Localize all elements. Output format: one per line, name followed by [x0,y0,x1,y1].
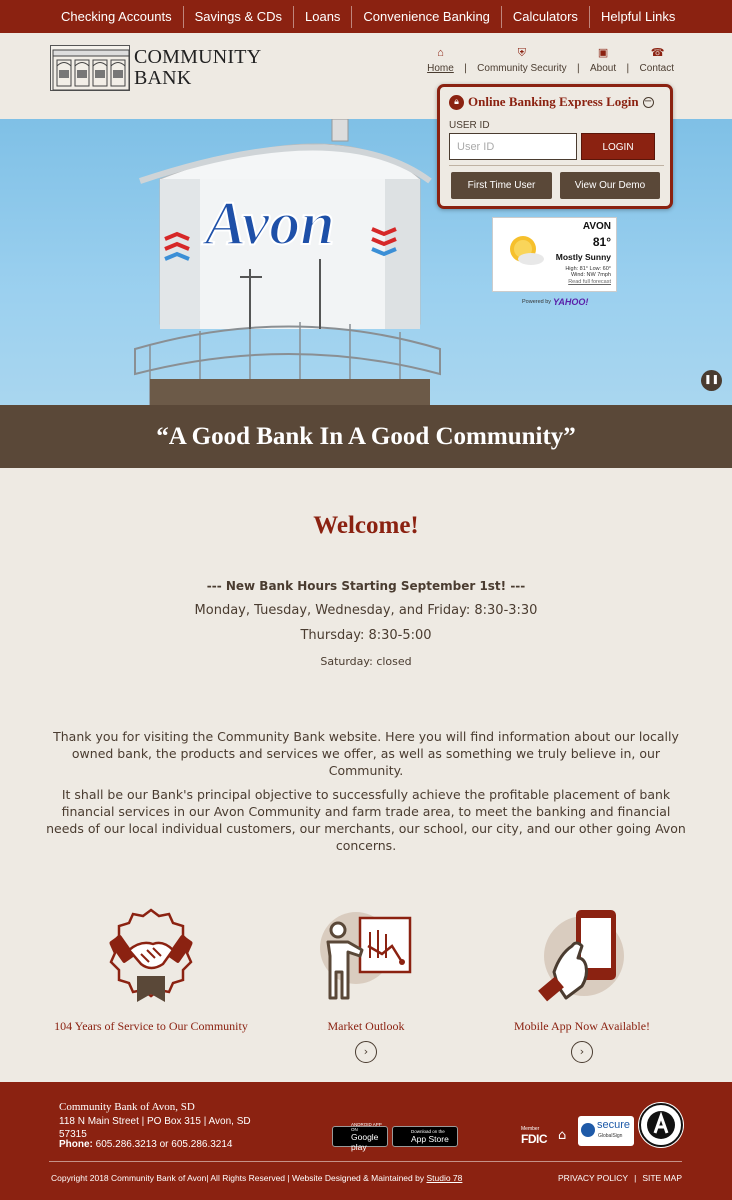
building-icon: ▣ [597,47,609,59]
nav-convenience-banking[interactable]: Convenience Banking [351,6,500,28]
copyright-text: Copyright 2018 Community Bank of Avon| All Rights Reserved | Website Designed & Maintained by [51,1173,427,1183]
phone-numbers: 605.286.3213 or 605.286.3214 [95,1139,233,1150]
partly-sunny-icon [505,232,545,266]
welcome-paragraph-2: It shall be our Bank's principal objective to successfully achieve the profitable placement of bank financial services in our Avon Community and farm trade area, to meet the banking and financial needs of our local individual customers, our merchants, our school, our city, and our other going Avon concerns. [46,787,686,853]
footer-divider [49,1161,682,1162]
top-navigation [0,0,732,33]
globalsign-secure-seal[interactable] [578,1116,634,1146]
util-about-label: About [590,63,617,74]
login-button[interactable]: LOGIN [581,133,655,160]
tagline-bar [0,405,732,468]
mobile-phone-icon [532,906,632,1006]
google-play-text: Google play [351,1131,379,1152]
tower-avon-text: Avon [205,190,335,258]
view-demo-button[interactable]: View Our Demo [560,172,660,199]
accessibility-icon [638,1102,684,1148]
user-id-label: USER ID [449,120,490,131]
util-contact[interactable] [630,47,674,74]
secure-text: secure [597,1119,631,1131]
bank-logo[interactable] [50,45,261,91]
presentation-icon [316,906,416,1006]
hours-thursday: Thursday: 8:30-5:00 [300,628,432,643]
weather-high-low: High: 81° Low: 60° [565,266,611,272]
app-store-text: App Store [411,1134,449,1144]
bank-building-logo-icon [50,45,130,91]
separator: | [576,63,581,74]
weather-attribution [522,297,588,307]
feature-market-outlook[interactable] [266,906,466,1063]
separator: | [626,63,630,74]
feature-years-of-service[interactable] [51,906,251,1035]
footer-bank-name: Community Bank of Avon, SD [59,1101,195,1113]
app-store-small: Download on the [411,1129,445,1134]
hours-weekday: Monday, Tuesday, Wednesday, and Friday: 8:30-3:30 [194,603,538,618]
hours-heading: --- New Bank Hours Starting September 1st! --- [206,579,526,593]
equal-housing-icon: ⌂ [558,1128,567,1143]
nav-helpful-links[interactable]: Helpful Links [589,6,686,28]
minimize-icon[interactable]: − [643,95,653,107]
utility-navigation [417,47,674,74]
util-security-label: Community Security [477,63,567,74]
separator: | [463,63,468,74]
weather-wind: Wind: NW 7mph [570,272,611,278]
app-store-badge[interactable] [392,1126,458,1147]
slideshow-pause-button[interactable]: ❚❚ [701,370,722,391]
nav-calculators[interactable]: Calculators [501,6,589,28]
feature-label: Mobile App Now Available! [513,1019,651,1033]
google-play-badge[interactable] [332,1121,388,1152]
powered-by-text: Powered by [522,299,552,305]
weather-city: AVON [582,221,611,232]
welcome-heading: Welcome! [313,512,419,539]
util-home-label: Home [427,63,454,74]
google-play-small: ANDROID APP ON [351,1121,382,1132]
nav-loans[interactable]: Loans [293,6,351,28]
weather-temp: 81° [592,235,611,249]
feature-label: 104 Years of Service to Our Community [54,1019,248,1033]
lock-icon: 🔒︎ [449,95,464,110]
tagline-text: “A Good Bank In A Good Community” [156,422,576,450]
nav-savings-cds[interactable]: Savings & CDs [183,6,293,28]
phone-label: Phone: [59,1139,93,1150]
shield-icon: ⛨ [517,47,527,59]
phone-icon: ☎ [650,47,665,59]
login-title [449,94,654,110]
weather-details [565,266,611,278]
footer-phone [59,1139,232,1150]
footer-address: 118 N Main Street | PO Box 315 | Avon, SD 57315 [59,1116,251,1140]
chevron-right-icon[interactable]: › [571,1041,593,1063]
logo-line-1: COMMUNITY [134,46,262,68]
fdic-member-logo [521,1126,547,1146]
hours-saturday: Saturday: closed [320,655,412,668]
user-id-input[interactable] [449,133,577,160]
weather-widget [492,217,617,292]
fdic-member-text: Member [521,1126,540,1132]
util-home[interactable] [417,47,464,74]
footer-copyright [51,1173,462,1183]
separator: | [634,1173,637,1183]
login-title-text: Online Banking Express Login [468,94,639,109]
util-about[interactable] [580,47,626,74]
chevron-right-icon[interactable]: › [355,1041,377,1063]
full-forecast-link[interactable]: Read full forecast [568,279,611,285]
fdic-text: FDIC [521,1132,547,1146]
footer-links [558,1173,682,1183]
nav-checking-accounts[interactable]: Checking Accounts [61,8,172,24]
util-community-security[interactable] [467,47,576,74]
feature-mobile-app[interactable] [482,906,682,1063]
lock-icon [581,1123,595,1137]
online-banking-login-panel [437,84,673,209]
handshake-icon [101,906,201,1006]
site-map-link[interactable]: SITE MAP [642,1173,682,1183]
globalsign-text: GlobalSign [598,1133,623,1139]
first-time-user-button[interactable]: First Time User [451,172,552,199]
bank-name [134,47,261,89]
yahoo-logo[interactable]: YAHOO! [553,297,589,307]
divider [449,165,664,166]
accessibility-reviewed-badge[interactable] [638,1102,684,1148]
feature-label: Market Outlook [327,1019,405,1033]
privacy-policy-link[interactable]: PRIVACY POLICY [558,1173,629,1183]
logo-line-2: BANK [134,67,192,89]
util-contact-label: Contact [639,63,674,74]
designer-link[interactable]: Studio 78 [426,1173,463,1183]
footer [0,1082,732,1200]
welcome-paragraph-1: Thank you for visiting the Community Bank website. Here you will find information about our locally owned bank, the products and services we offer, as well as something we truly believe in, our Community. [53,729,679,778]
weather-condition: Mostly Sunny [555,252,611,262]
home-icon: ⌂ [437,47,444,59]
